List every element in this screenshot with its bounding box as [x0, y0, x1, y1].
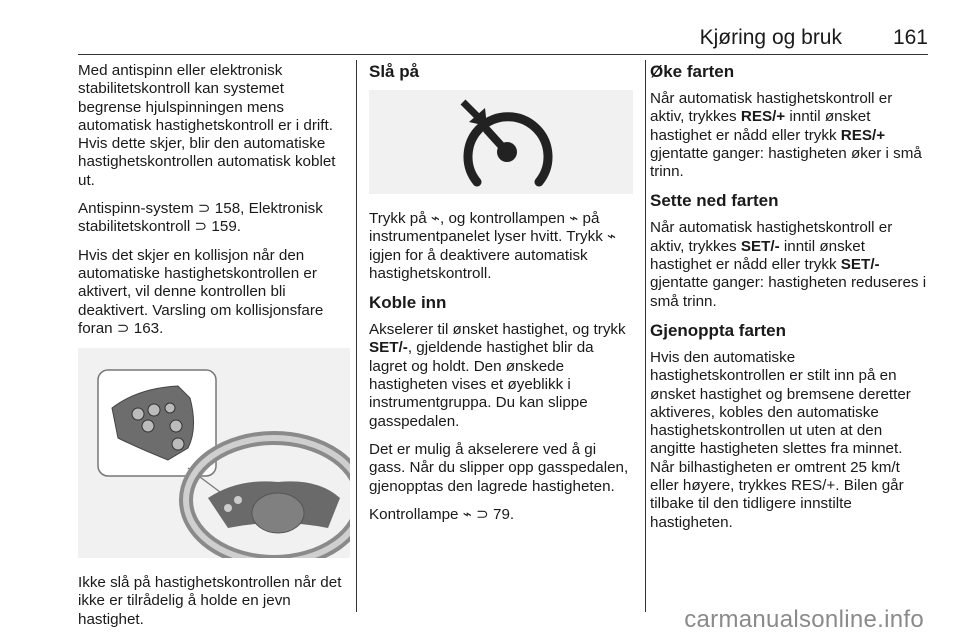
page-number: 161 — [892, 26, 928, 49]
key-label: RES/+ — [840, 126, 886, 144]
text-run: Når automatisk hastighetskontroll er aktiv, trykkes — [650, 90, 893, 126]
column-right — [650, 62, 928, 542]
key-label: RES/+ — [740, 108, 786, 126]
paragraph: Det er mulig å akselerere ved å gi gass. Når du slipper opp gasspedalen, gjenopptas den lagrede hastigheten. — [369, 440, 629, 495]
page-title: Kjøring og bruk — [699, 26, 842, 49]
key-label: SET/- — [740, 237, 780, 255]
text-run: inntil ønsket hastighet er nådd eller trykk — [650, 237, 865, 274]
section-heading: Øke farten — [650, 62, 735, 81]
paragraph: Ikke slå på hastighetskontrollen når det ikke er tilrådelig å holde en jevn hastighet. — [78, 574, 342, 628]
watermark: carmanualsonline.info — [684, 606, 924, 633]
paragraph: Med antispinn eller elektronisk stabilitetskontroll kan systemet begrense hjulspinningen mens automatisk hastighetskontroll er i drift. Hvis dette skjer, blir den automatiske hastighetskontrollen automatisk koblet ut. — [78, 62, 336, 189]
section-heading: Slå på — [369, 62, 420, 81]
text-run: Når automatisk hastighetskontroll er aktiv, trykkes — [650, 219, 893, 255]
page-header — [78, 26, 928, 56]
paragraph — [650, 90, 928, 181]
paragraph: Trykk på ⌁, og kontrollampen ⌁ på instrumentpanelet lyser hvitt. Trykk ⌁ igjen for å deaktivere automatisk hastighetskontroll. — [369, 210, 617, 282]
paragraph — [369, 321, 633, 431]
steering-wheel-illustration — [78, 348, 350, 558]
text-run: gjentatte ganger: hastigheten reduseres i små trinn. — [650, 274, 927, 310]
column-divider-1 — [356, 60, 357, 612]
paragraph: Hvis det skjer en kollisjon når den automatiske hastighetskontrollen er aktivert, vil denne kontrollen bli deaktivert. Varsling om kollisjonsfare foran ⊃ 163. — [78, 246, 324, 337]
column-middle — [369, 62, 633, 534]
paragraph: Hvis den automatiske hastighetskontrollen er stilt inn på en ønsket hastighet og bremsene deretter aktiveres, kobles den automatiske hastighetskontrollen ut uten at den angitte hastigheten slettes fra minnet. Når bilhastigheten er omtrent 25 km/t eller høyere, trykkes RES/+. Bilen går tilbake til den tidligere innstilte hastigheten. — [650, 348, 911, 531]
steering-wheel-icon — [78, 348, 350, 558]
section-heading: Koble inn — [369, 293, 447, 313]
paragraph: Antispinn-system ⊃ 158, Elektronisk stabilitetskontroll ⊃ 159. — [78, 200, 323, 236]
section-heading: Gjenoppta farten — [650, 320, 787, 340]
paragraph: Kontrollampe ⌁ ⊃ 79. — [369, 505, 515, 523]
speedometer-icon — [369, 90, 633, 194]
text-run: gjentatte ganger: hastigheten øker i små trinn. — [650, 144, 922, 181]
header-rule — [78, 54, 928, 55]
section-heading: Sette ned farten — [650, 191, 779, 211]
text-run: inntil ønsket hastighet er nådd eller trykk — [650, 108, 871, 144]
text-run: , gjeldende hastighet blir da lagret og holdt. Den ønskede hastigheten vises et øyeblikk i instrumentgruppa. Du kan slippe gasspedalen. — [369, 339, 594, 430]
paragraph — [650, 219, 928, 310]
key-label: SET/- — [840, 256, 880, 274]
cruise-control-symbol — [369, 90, 633, 194]
text-run: Akselerer til ønsket hastighet, og trykk — [369, 321, 626, 339]
column-left — [78, 62, 350, 639]
key-label: SET/- — [369, 339, 408, 357]
column-divider-2 — [645, 60, 646, 612]
